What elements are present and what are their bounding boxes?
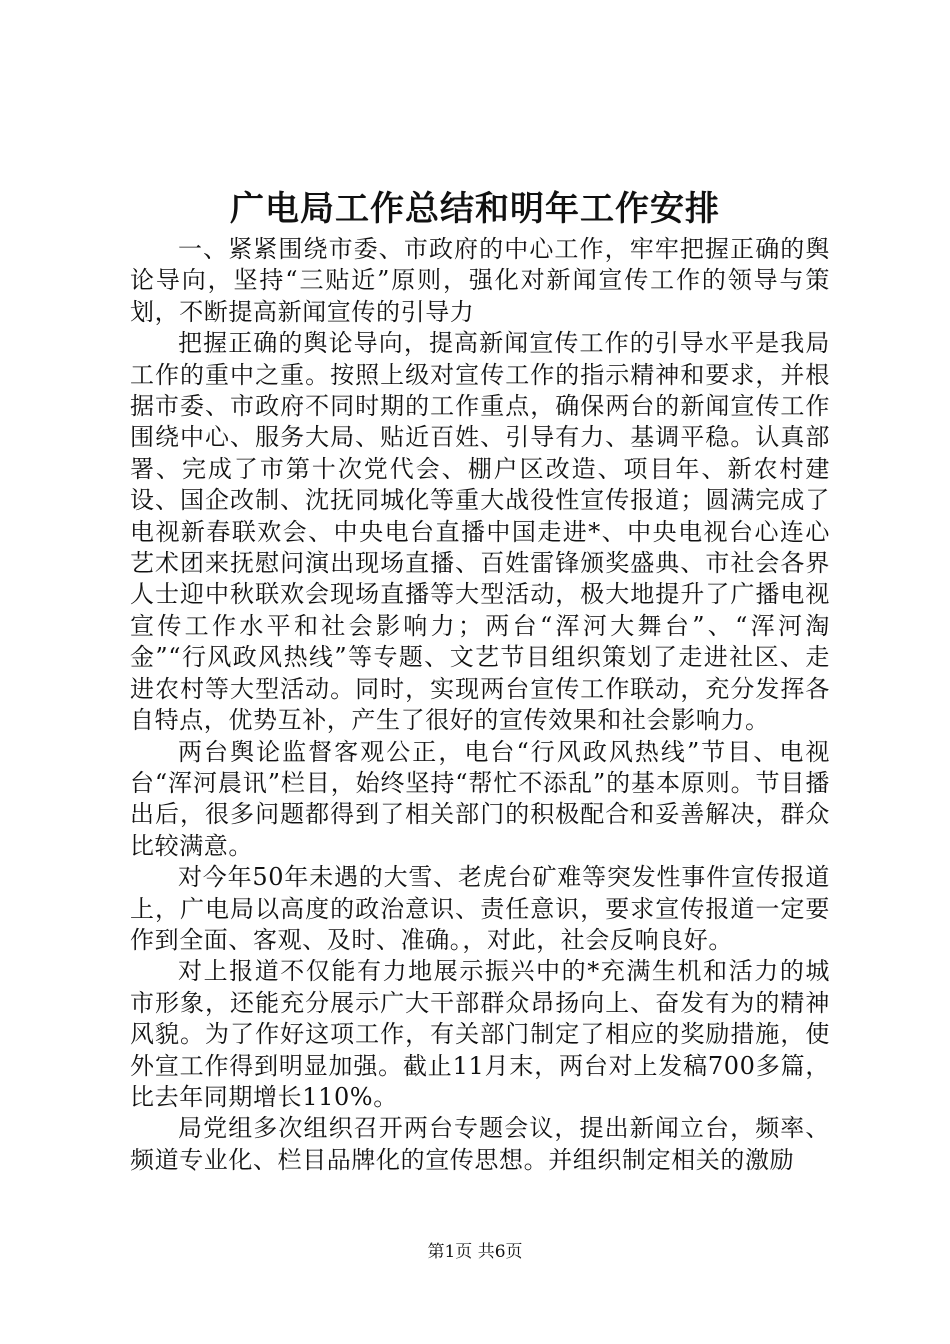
paragraph: 对今年50年未遇的大雪、老虎台矿难等突发性事件宣传报道上，广电局以高度的政治意识、责任意识，要求宣传报道一定要作到全面、客观、及时、准确。，对此，社会反响良好。 — [130, 863, 830, 954]
document-title: 广电局工作总结和明年工作安排 — [230, 189, 720, 229]
paragraph: 对上报道不仅能有力地展示振兴中的*充满生机和活力的城市形象，还能充分展示广大干部群众昂扬向上、奋发有为的精神风貌。为了作好这项工作，有关部门制定了相应的奖励措施，使外宣工作得到明显加强。截止11月末，两台对上发稿700多篇，比去年同期增长110%。 — [130, 957, 830, 1111]
paragraph: 局党组多次组织召开两台专题会议，提出新闻立台，频率、频道专业化、栏目品牌化的宣传思想。并组织制定相关的激励 — [130, 1114, 830, 1174]
document-body — [130, 234, 830, 1176]
paragraph: 两台舆论监督客观公正，电台“行风政风热线”节目、电视台“浑河晨讯”栏目，始终坚持“帮忙不添乱”的基本原则。节目播出后，很多问题都得到了相关部门的积极配合和妥善解决，群众比较满意。 — [130, 737, 830, 860]
paragraph: 把握正确的舆论导向，提高新闻宣传工作的引导水平是我局工作的重中之重。按照上级对宣传工作的指示精神和要求，并根据市委、市政府不同时期的工作重点，确保两台的新闻宣传工作围绕中心、服务大局、贴近百姓、引导有力、基调平稳。认真部署、完成了市第十次党代会、棚户区改造、项目年、新农村建设、国企改制、沈抚同城化等重大战役性宣传报道；圆满完成了电视新春联欢会、中央电台直播中国走进*、中央电视台心连心艺术团来抚慰问演出现场直播、百姓雷锋颁奖盛典、市社会各界人士迎中秋联欢会现场直播等大型活动，极大地提升了广播电视宣传工作水平和社会影响力；两台“浑河大舞台”、“浑河淘金”“行风政风热线”等专题、文艺节目组织策划了走进社区、走进农村等大型活动。同时，实现两台宣传工作联动，充分发挥各自特点，优势互补，产生了很好的宣传效果和社会影响力。 — [130, 329, 830, 735]
paragraph: 一、紧紧围绕市委、市政府的中心工作，牢牢把握正确的舆论导向，坚持“三贴近”原则，强化对新闻宣传工作的领导与策划，不断提高新闻宣传的引导力 — [130, 235, 830, 326]
page-footer: 第1页 共6页 — [427, 1242, 523, 1262]
